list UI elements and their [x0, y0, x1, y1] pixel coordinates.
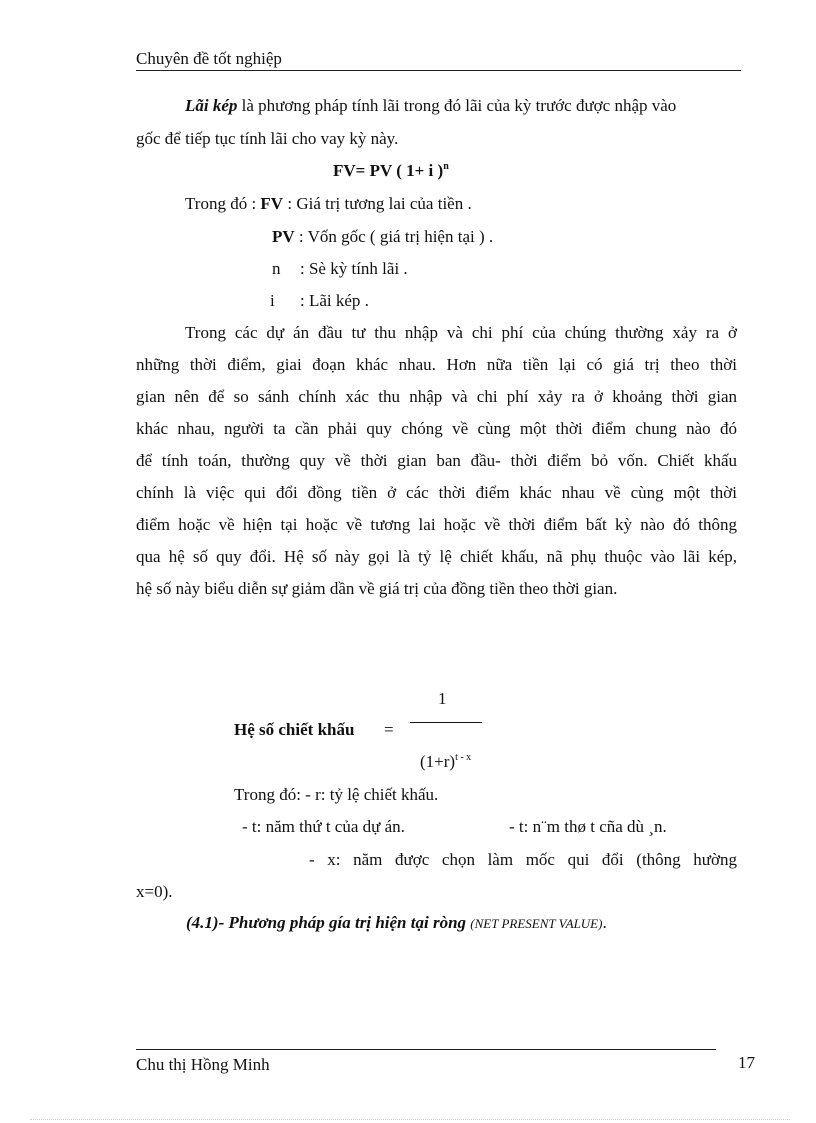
where-t-desc: - t: năm thứ t của dự án. — [242, 817, 405, 836]
fraction-denominator-base: (1+r) — [420, 752, 456, 771]
intro-line-1 — [185, 96, 676, 116]
equals-sign: = — [384, 720, 394, 739]
fv-formula — [333, 161, 449, 181]
footer-divider — [136, 1049, 716, 1050]
definition-i-desc: : Lãi kép . — [300, 291, 369, 310]
definition-fv-symbol: FV — [260, 194, 284, 213]
section-end: . — [602, 913, 607, 932]
definition-pv-symbol: PV — [272, 227, 295, 246]
where-x-line-2: x=0). — [136, 882, 173, 901]
fraction-denominator-exponent: t - x — [455, 752, 472, 763]
definition-i-symbol: i — [270, 291, 275, 310]
definition-pv-desc: : Vốn gốc ( giá trị hiện tại ) . — [294, 227, 494, 246]
paragraph-line: qua hệ số quy đổi. Hệ số này gọi là tỷ lệ chiết khấu, nã phụ thuộc vào lãi kép, — [136, 547, 737, 566]
page-bottom-dotted-line — [30, 1119, 790, 1120]
header-title: Chuyên đề tốt nghiệp — [136, 49, 282, 68]
fraction-bar — [410, 722, 482, 723]
paragraph-line: gian nên để so sánh chính xác thu nhập và chi phí xảy ra ở khoảng thời gian — [136, 387, 737, 406]
term-lai-kep: Lãi kép — [185, 96, 238, 115]
definition-pv — [272, 227, 493, 247]
definition-n-desc: : Sè kỳ tính lãi . — [300, 259, 408, 278]
fv-formula-exponent: n — [443, 161, 449, 172]
definition-n-symbol: n — [272, 259, 281, 278]
paragraph-line: Trong các dự án đầu tư thu nhập và chi phí của chúng thường xảy ra ở — [185, 323, 737, 342]
where-lead: Trong đó: - r: tỷ lệ chiết khấu. — [234, 785, 439, 804]
section-heading — [186, 913, 607, 933]
fv-formula-text: FV= PV ( 1+ i ) — [333, 161, 444, 180]
footer-author: Chu thị Hồng Minh — [136, 1055, 270, 1074]
where-x-line-1: - x: năm được chọn làm mốc qui đổi (thông hường — [309, 850, 737, 869]
intro-line-2: gốc để tiếp tục tính lãi cho vay kỳ này. — [136, 129, 399, 148]
intro-line-1-rest: là phương pháp tính lãi trong đó lãi của kỳ trước được nhập vào — [237, 96, 677, 115]
paragraph-line: để tính toán, thường quy về thời gian ban đầu- thời điểm bỏ vốn. Chiết khấu — [136, 451, 737, 470]
definition-fv-desc: : Giá trị tương lai của tiền . — [283, 194, 472, 213]
header-divider — [136, 70, 741, 71]
section-title: (4.1)- Phương pháp gía trị hiện tại ròng — [186, 913, 471, 932]
definition-lead: Trong đó : — [185, 194, 261, 213]
page-number: 17 — [738, 1053, 755, 1072]
paragraph-line: hệ số này biểu diễn sự giảm dần về giá trị của đồng tiền theo thời gian. — [136, 579, 618, 598]
fraction-numerator: 1 — [438, 689, 447, 708]
discount-factor-label: Hệ số chiết khấu — [234, 720, 355, 739]
definition-fv — [185, 194, 472, 214]
paragraph-line: khác nhau, người ta cần phải quy chóng về cùng một thời điểm chung nào đó — [136, 419, 737, 438]
paragraph-line: những thời điểm, giai đoạn khác nhau. Hơn nữa tiền lại có giá trị theo thời — [136, 355, 737, 374]
fraction-denominator — [420, 752, 471, 772]
section-subtitle: (NET PRESENT VALUE) — [470, 916, 603, 931]
where-t-alt: - t: n¨m thø t cña dù ¸n. — [509, 817, 667, 836]
paragraph-line: chính là việc qui đổi đồng tiền ở các thời điểm khác nhau về cùng một thời — [136, 483, 737, 502]
paragraph-line: điểm hoặc về hiện tại hoặc về tương lai hoặc về thời điểm bất kỳ nào đó thông — [136, 515, 737, 534]
